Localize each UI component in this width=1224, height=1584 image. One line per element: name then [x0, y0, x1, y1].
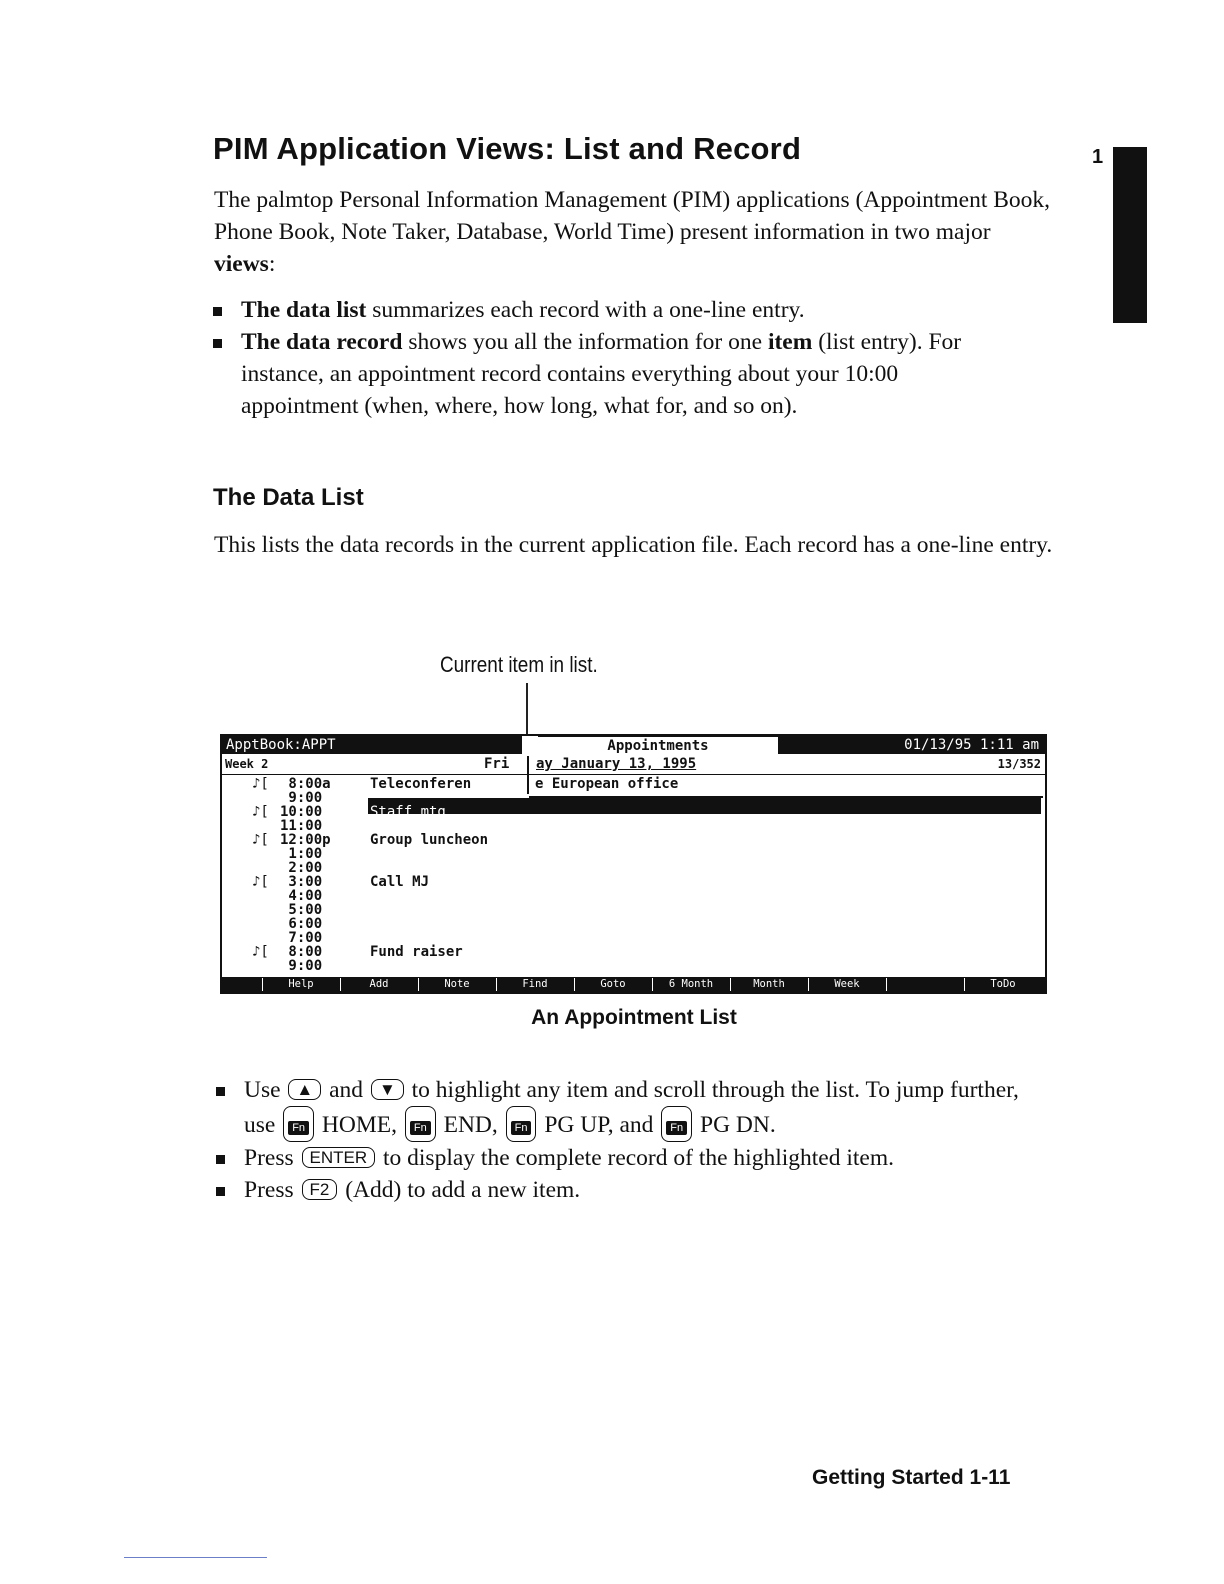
views-list	[213, 294, 1013, 422]
current-item-highlight[interactable]	[368, 798, 1041, 814]
record-count: 13/352	[997, 757, 1041, 771]
text: END,	[443, 1112, 498, 1138]
appointment-screen	[220, 734, 1047, 994]
text: HOME,	[321, 1112, 397, 1138]
appointment-desc[interactable]: Staff mtg	[370, 804, 446, 820]
function-key[interactable]: Note	[418, 978, 495, 991]
list-item	[216, 1174, 1036, 1206]
text: to highlight any item and scroll through the list. To jump further, use	[244, 1077, 1019, 1138]
time-slot[interactable]: 4:00	[280, 888, 323, 904]
time-slot[interactable]: 12:00p	[280, 832, 331, 848]
appointment-desc[interactable]: Group luncheon	[370, 832, 489, 848]
function-key[interactable]: Help	[262, 978, 339, 991]
page-footer: Getting Started 1-11	[812, 1466, 1011, 1489]
detail-pane	[529, 776, 1043, 798]
text: and	[329, 1077, 364, 1103]
fn-label: Fn	[511, 1121, 532, 1135]
alarm-icon	[252, 958, 269, 974]
section-title: PIM Application Views: List and Record	[213, 131, 802, 166]
appointment-desc[interactable]: Fund raiser	[370, 944, 463, 960]
function-key[interactable]	[886, 978, 963, 991]
callout-label: Current item in list.	[440, 652, 598, 677]
app-title: ApptBook:APPT	[222, 736, 522, 754]
text: (Add) to add a new item.	[345, 1177, 581, 1203]
time-slot[interactable]: 8:00a	[280, 776, 331, 792]
function-key-bar	[222, 977, 1045, 992]
datalist-paragraph: This lists the data records in the current application file. Each record has a one-line entry.	[214, 532, 1053, 558]
down-arrow-key: ▼	[371, 1079, 404, 1100]
time-slot[interactable]: 9:00	[280, 958, 323, 974]
time-slot[interactable]: 10:00	[280, 804, 323, 820]
time-slot[interactable]: 9:00	[280, 790, 323, 806]
intro-bold: views	[214, 251, 269, 277]
detail-text: e European office	[535, 776, 679, 792]
text: Press	[244, 1177, 294, 1203]
navigation-list	[216, 1074, 1036, 1206]
item-bold: The data record	[241, 329, 403, 355]
footer-rule	[124, 1557, 267, 1558]
function-key[interactable]: Add	[340, 978, 417, 991]
alarm-icon: ♪[	[252, 944, 269, 960]
time-slot[interactable]: 3:00	[280, 874, 323, 890]
intro-text: The palmtop Personal Information Management (PIM) applications (Appointment Book, Phone Book, Note Taker, Database, World Time) present information in two major	[214, 187, 1051, 245]
view-title: Appointments	[538, 736, 778, 755]
time-slot[interactable]: 6:00	[280, 916, 323, 932]
text: PG DN.	[700, 1112, 776, 1138]
fn-label: Fn	[410, 1121, 431, 1135]
date-time: 01/13/95 1:11 am	[778, 736, 1045, 754]
item-bold-2: item	[767, 329, 813, 355]
list-item	[213, 294, 1013, 326]
function-key[interactable]: Find	[496, 978, 573, 991]
appointment-desc[interactable]: Teleconferen	[370, 776, 472, 792]
f2-key: F2	[302, 1179, 338, 1200]
fn-key	[405, 1106, 436, 1142]
text: PG UP,	[544, 1112, 614, 1138]
alarm-icon: ♪[	[252, 804, 269, 820]
time-slot[interactable]: 11:00	[280, 818, 323, 834]
item-text: shows you all the information for one	[402, 329, 768, 355]
item-text: summarizes each record with a one-line entry.	[366, 297, 805, 323]
time-slot[interactable]: 1:00	[280, 846, 323, 862]
time-slot[interactable]: 8:00	[280, 944, 323, 960]
text: and	[619, 1112, 654, 1138]
function-key[interactable]: Week	[808, 978, 885, 991]
day-label: Fri	[484, 756, 510, 772]
function-key[interactable]: ToDo	[964, 978, 1041, 991]
text: Use	[244, 1077, 281, 1103]
enter-key: ENTER	[302, 1147, 376, 1168]
date-label: ay January 13, 1995	[536, 756, 697, 772]
function-key[interactable]: Month	[730, 978, 807, 991]
week-label: Week 2	[225, 757, 269, 771]
list-item	[213, 326, 1013, 422]
fn-label: Fn	[666, 1121, 687, 1135]
alarm-icon: ♪[	[252, 832, 269, 848]
appointment-desc[interactable]: Call MJ	[370, 874, 430, 890]
subsection-title: The Data List	[213, 484, 364, 511]
function-key[interactable]: Goto	[574, 978, 651, 991]
week-bar	[222, 756, 1045, 775]
alarm-icon: ♪[	[252, 776, 269, 792]
text: to display the complete record of the highlighted item.	[383, 1145, 894, 1171]
alarm-icon: ♪[	[252, 874, 269, 890]
time-slot[interactable]: 5:00	[280, 902, 323, 918]
function-key[interactable]: 6 Month	[652, 978, 729, 991]
item-bold: The data list	[241, 297, 367, 323]
fn-label: Fn	[288, 1121, 309, 1135]
intro-paragraph	[214, 184, 1054, 280]
text: Press	[244, 1145, 294, 1171]
chapter-tab-marker	[1113, 147, 1147, 323]
fn-key	[661, 1106, 692, 1142]
figure-caption: An Appointment List	[531, 1006, 737, 1029]
fn-key	[283, 1106, 314, 1142]
intro-end: :	[268, 251, 276, 277]
fn-key	[506, 1106, 537, 1142]
time-slot[interactable]: 2:00	[280, 860, 323, 876]
chapter-number: 1	[1092, 146, 1104, 168]
list-item	[216, 1074, 1036, 1142]
up-arrow-key: ▲	[288, 1079, 321, 1100]
list-item	[216, 1142, 1036, 1174]
time-slot[interactable]: 7:00	[280, 930, 323, 946]
item-text-2: (list entry). For instance, an appointment record contains everything about your 10:00 appointment (when, where, how long, what for, and so on).	[241, 329, 962, 419]
